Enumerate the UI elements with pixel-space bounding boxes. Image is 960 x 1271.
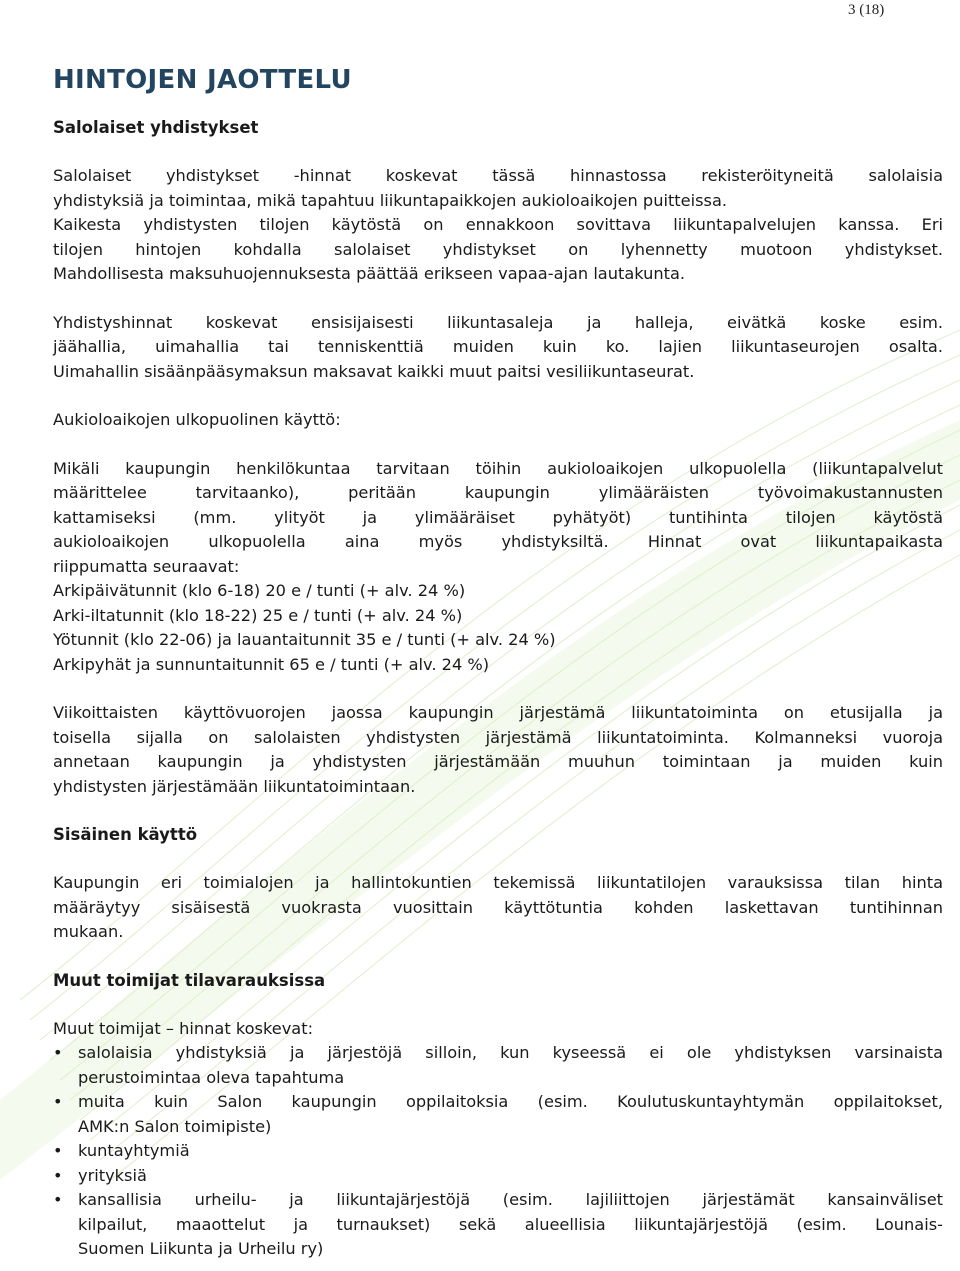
- price-line: Arkipyhät ja sunnuntaitunnit 65 e / tunti (+ alv. 24 %): [53, 654, 490, 674]
- list-item: [53, 1188, 943, 1262]
- text-line: Mahdollisesta maksuhuojennuksesta päättää erikseen vapaa-ajan lautakunta.: [53, 264, 686, 283]
- text-line: jäähallia, uimahallia tai tenniskenttiä muiden kuin ko. lajien liikuntaseurojen osalta.: [53, 337, 943, 356]
- section-heading-salolaiset: Salolaiset yhdistykset: [53, 118, 259, 137]
- paragraph-muut-intro: [53, 1017, 943, 1042]
- text-line: perustoimintaa oleva tapahtuma: [78, 1067, 345, 1087]
- text-line: Suomen Liikunta ja Urheilu ry): [78, 1239, 324, 1258]
- bullet-icon: •: [53, 1190, 63, 1209]
- paragraph-aukioloaikojen-ulkopuolinen: [53, 457, 943, 678]
- text-line: yhdistysten järjestämään liikuntatoimintaan.: [53, 776, 416, 796]
- text-line: mukaan.: [53, 922, 124, 941]
- text-line: Kaupungin eri toimialojen ja hallintokuntien tekemissä liikuntatilojen varauksissa tilan hinta: [53, 873, 943, 892]
- paragraph-sisainen-kaytto: [53, 871, 943, 945]
- text-line: kattamiseksi (mm. ylityöt ja ylimääräiset pyhätyöt) tuntihinta tilojen käytöstä: [53, 507, 943, 527]
- paragraph-salolaiset-intro: [53, 164, 943, 287]
- text-line: toisella sijalla on salolaisten yhdistysten järjestämä liikuntatoiminta. Kolmanneksi vuoroja: [53, 727, 943, 747]
- text-line: Salolaiset yhdistykset -hinnat koskevat tässä hinnastossa rekisteröityneitä salolaisia: [53, 166, 943, 185]
- bullet-icon: •: [53, 1092, 63, 1111]
- text-line: Uimahallin sisäänpääsymaksun maksavat kaikki muut paitsi vesiliikuntaseurat.: [53, 361, 695, 381]
- text-line: muita kuin Salon kaupungin oppilaitoksia (esim. Koulutuskuntayhtymän oppilaitokset,: [78, 1092, 943, 1111]
- text-line: AMK:n Salon toimipiste): [78, 1116, 272, 1136]
- bullet-icon: •: [53, 1165, 63, 1185]
- text-line: määrittelee tarvitaanko), peritään kaupungin ylimääräisten työvoimakustannusten: [53, 483, 943, 502]
- paragraph-aukioloaikojen-label: [53, 408, 943, 433]
- text-line: määräytyy sisäisestä vuokrasta vuosittain käyttötuntia kohden laskettavan tuntihinnan: [53, 897, 943, 917]
- text-line: riippumatta seuraavat:: [53, 556, 240, 576]
- text-line: tilojen hintojen kohdalla salolaiset yhdistykset on lyhennetty muotoon yhdistykset.: [53, 239, 943, 259]
- text-line: aukioloaikojen ulkopuolella aina myös yhdistyksiltä. Hinnat ovat liikuntapaikasta: [53, 532, 943, 551]
- text-line: salolaisia yhdistyksiä ja järjestöjä silloin, kun kyseessä ei ole yhdistyksen varsinaista: [78, 1043, 943, 1062]
- section-heading-sisainen: Sisäinen käyttö: [53, 825, 198, 844]
- text-line: kansallisia urheilu- ja liikuntajärjestöjä (esim. lajiliittojen järjestämät kansainväliset: [78, 1190, 943, 1209]
- section-heading-muut: Muut toimijat tilavarauksissa: [53, 970, 326, 990]
- text-line: annetaan kaupungin ja yhdistysten järjestämään muuhun toimintaan ja muiden kuin: [53, 752, 943, 771]
- price-line: Yötunnit (klo 22-06) ja lauantaitunnit 35 e / tunti (+ alv. 24 %): [53, 630, 556, 649]
- text-line: Viikoittaisten käyttövuorojen jaossa kaupungin järjestämä liikuntatoiminta on etusijalla ja: [53, 703, 943, 722]
- page-title: HINTOJEN JAOTTELU: [53, 65, 352, 95]
- text-line: Muut toimijat – hinnat koskevat:: [53, 1018, 314, 1038]
- paragraph-kayttovuorot: [53, 701, 943, 799]
- list-item: [53, 1090, 943, 1139]
- text-line: yrityksiä: [78, 1165, 147, 1185]
- text-line: Kaikesta yhdistysten tilojen käytöstä on ennakkoon sovittava liikuntapalvelujen kanssa. Eri: [53, 215, 943, 234]
- text-line: yhdistyksiä ja toimintaa, mikä tapahtuu liikuntapaikkojen aukioloaikojen puitteissa.: [53, 190, 728, 210]
- price-line: Arkipäivätunnit (klo 6-18) 20 e / tunti (+ alv. 24 %): [53, 581, 466, 600]
- text-line: kuntayhtymiä: [78, 1141, 190, 1160]
- text-line: kilpailut, maaottelut ja turnaukset) sekä alueellisia liikuntajärjestöjä (esim. Lounais-: [78, 1214, 943, 1234]
- text-line: Yhdistyshinnat koskevat ensisijaisesti liikuntasaleja ja halleja, eivätkä koske esim.: [53, 312, 943, 332]
- text-line: Mikäli kaupungin henkilökuntaa tarvitaan töihin aukioloaikojen ulkopuolella (liikuntapalvelut: [53, 458, 943, 478]
- paragraph-yhdistyshinnat: [53, 311, 943, 385]
- document-content: [53, 58, 943, 1262]
- page-number: 3 (18): [848, 2, 885, 18]
- muut-toimijat-list: [53, 1041, 943, 1262]
- list-item: [53, 1139, 943, 1164]
- text-line: Aukioloaikojen ulkopuolinen käyttö:: [53, 410, 341, 429]
- list-item: [53, 1041, 943, 1090]
- list-item: [53, 1164, 943, 1189]
- bullet-icon: •: [53, 1141, 63, 1160]
- price-line: Arki-iltatunnit (klo 18-22) 25 e / tunti (+ alv. 24 %): [53, 605, 463, 625]
- bullet-icon: •: [53, 1043, 63, 1062]
